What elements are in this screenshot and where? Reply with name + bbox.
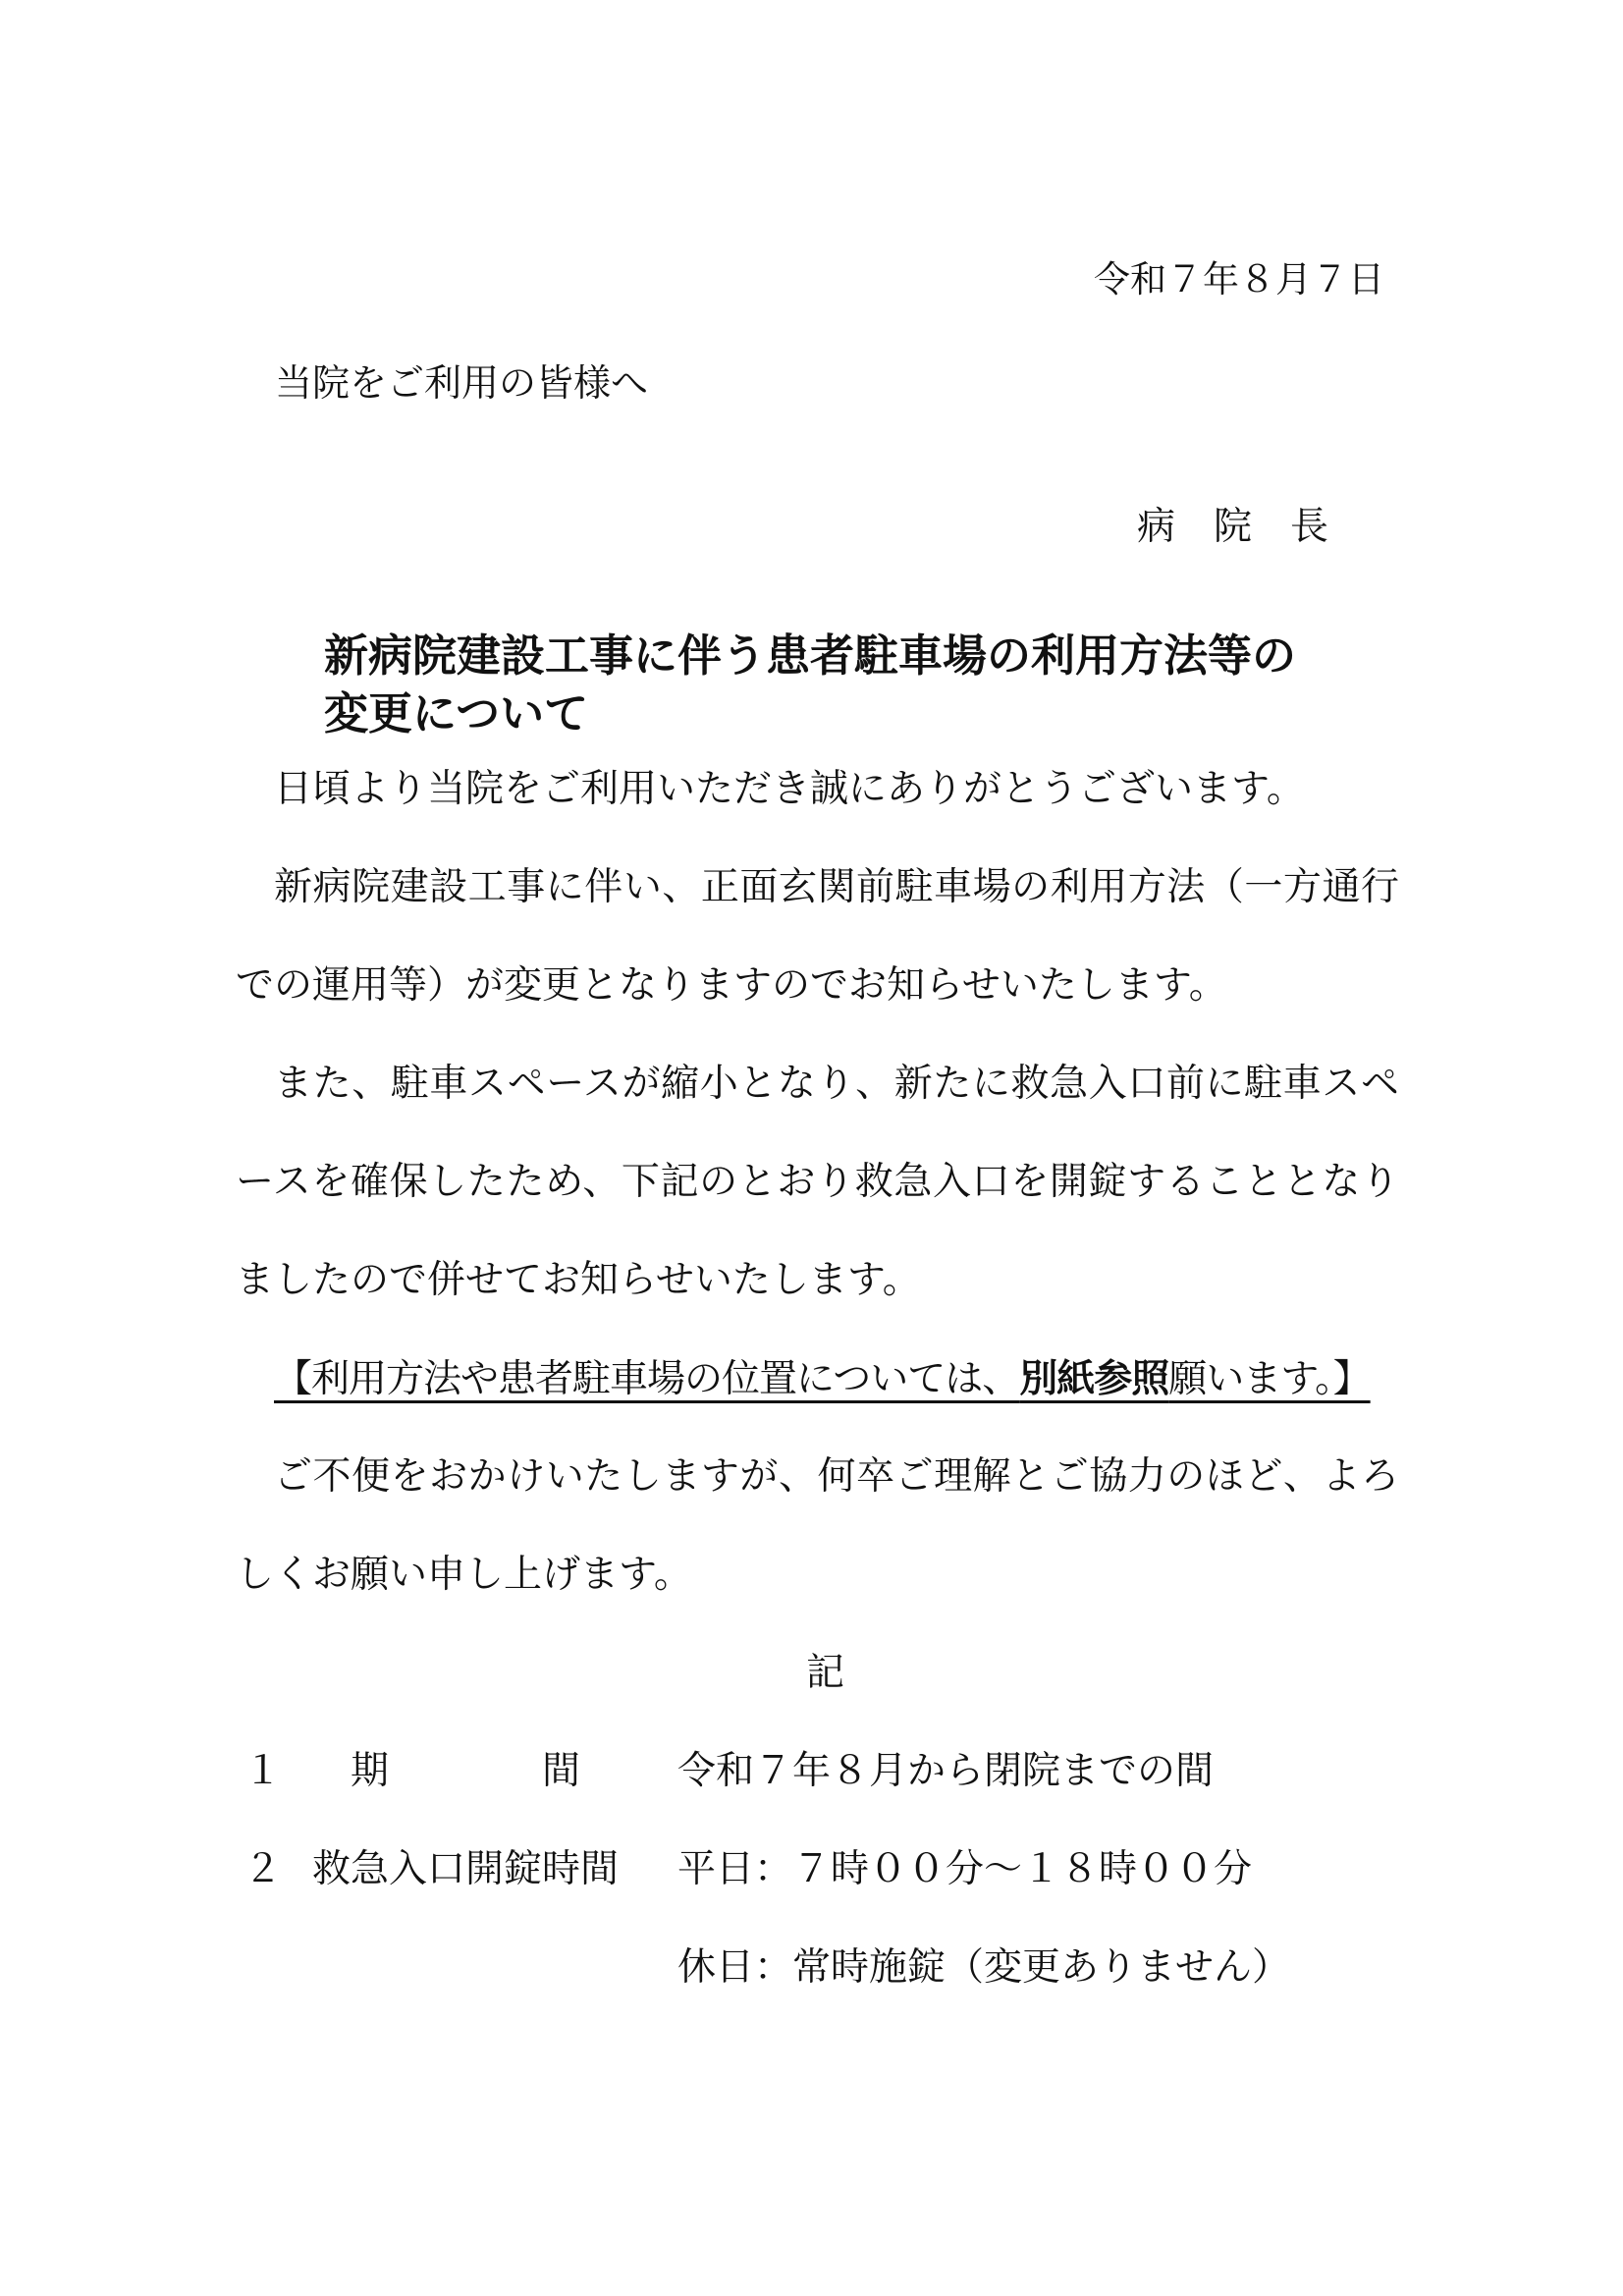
item-number: ２ — [243, 1847, 283, 1891]
item-row-period — [0, 1722, 1623, 1821]
item-row-unlock-hours-holiday — [0, 1919, 1623, 2017]
item-value: 令和７年８月から閉院までの間 — [677, 1749, 1215, 1793]
item-value-weekday: 平日：７時００分～１８時００分 — [677, 1847, 1253, 1891]
title-line-1: 新病院建設工事に伴う患者駐車場の利用方法等の — [324, 629, 1297, 682]
closing-line-1: ご不便をおかけいたしますが、何卒ご理解とご協力のほど、よろ — [274, 1454, 1399, 1499]
item-label: 救急入口開錠時間 — [312, 1847, 620, 1891]
attachment-notice — [236, 1330, 1399, 1428]
notice-text-after: 願います。】 — [1168, 1357, 1371, 1401]
paragraph2-line-3: ましたので併せてお知らせいたします。 — [236, 1258, 921, 1302]
document-title — [324, 627, 1296, 742]
notice-text-emphasis: 別紙参照 — [1019, 1356, 1169, 1401]
ki-heading: 記 — [805, 1651, 844, 1695]
paragraph2-line-1: また、駐車スペースが縮小となり、新たに救急入口前に駐車スペ — [274, 1062, 1399, 1106]
attachment-notice-text — [274, 1357, 1371, 1401]
paragraph2-line-2: ースを確保したため、下記のとおり救急入口を開錠することとなり — [236, 1160, 1399, 1204]
paragraph1-line-1: 新病院建設工事に伴い、正面玄関前駐車場の利用方法（一方通行 — [274, 865, 1399, 909]
paragraph1-line-2: での運用等）が変更となりますのでお知らせいたします。 — [236, 963, 1227, 1008]
closing-line-2: しくお願い申し上げます。 — [236, 1553, 692, 1597]
issue-date: 令和７年８月７日 — [1094, 258, 1384, 301]
item-row-unlock-hours — [0, 1821, 1623, 1919]
item-value-holiday: 休日：常時施錠（変更ありません） — [677, 1945, 1291, 1990]
greeting-line: 日頃より当院をご利用いただき誠にありがとうございます。 — [274, 767, 1305, 811]
title-line-2: 変更について — [324, 687, 589, 739]
notice-text-before: 【利用方法や患者駐車場の位置については、 — [274, 1357, 1020, 1401]
addressee: 当院をご利用の皆様へ — [275, 361, 649, 405]
item-number: １ — [243, 1749, 283, 1793]
item-label: 期 間 — [351, 1749, 581, 1793]
sender: 病 院 長 — [1137, 505, 1329, 549]
